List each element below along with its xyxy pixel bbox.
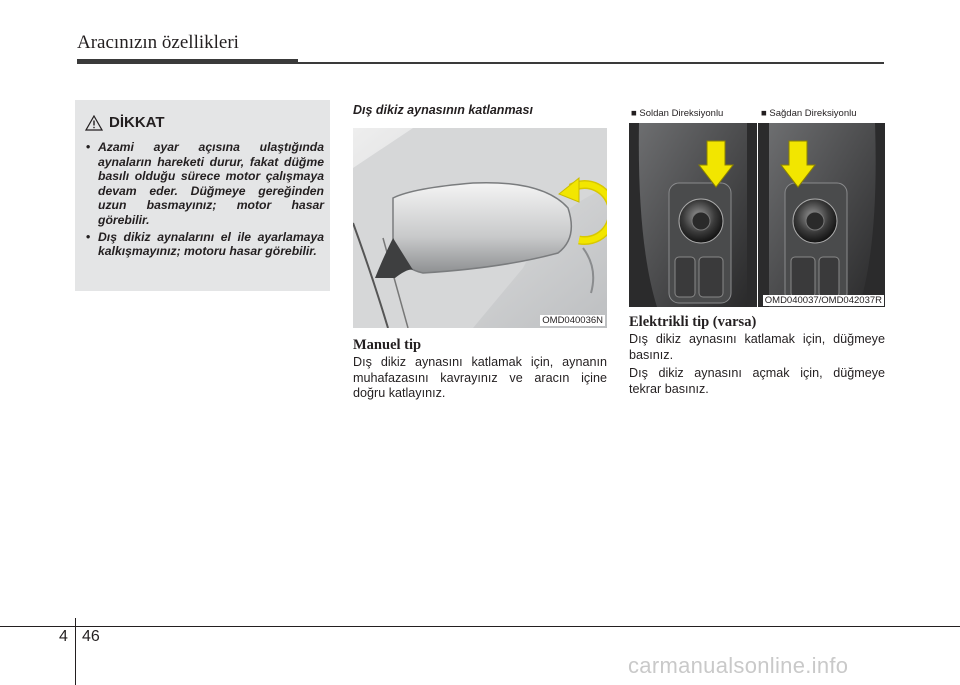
caution-item: • Dış dikiz aynalarını el ile ayarlamaya kalkışmayınız; motoru hasar görebilir.	[83, 230, 324, 259]
electric-fold-text: Dış dikiz aynasını katlamak için, düğmeye basınız.	[629, 332, 885, 362]
side-mirror-illustration	[353, 128, 607, 328]
photo-code: OMD040036N	[542, 315, 603, 326]
page-number: 46	[82, 628, 100, 645]
caution-box	[75, 100, 330, 291]
legend-right-hand-drive: ■ Sağdan Direksiyonlu	[761, 108, 857, 119]
manual-type-text: Dış dikiz aynasını katlamak için, aynanın muhafazasını kavrayınız ve aracın içine doğru katlayınız.	[353, 355, 607, 400]
electric-type-heading: Elektrikli tip (varsa)	[629, 314, 757, 330]
caution-title: DİKKAT	[109, 114, 165, 131]
header-rule-thick	[77, 59, 298, 64]
warning-triangle-icon	[85, 115, 103, 131]
caution-item: • Azami ayar açısına ulaştığında aynaların hareketi durur, fakat düğme basılı olduğu sürece motor çalışmaya devam eder. Düğmeye gereğinden uzun basmayınız; motor hasar görebilir.	[83, 140, 324, 228]
watermark: carmanualsonline.info	[628, 653, 849, 678]
caution-list	[83, 140, 324, 261]
legend-left-hand-drive: ■ Soldan Direksiyonlu	[631, 108, 724, 119]
photo-divider	[757, 108, 758, 307]
page-header-title: Aracınızın özellikleri	[77, 32, 239, 53]
header-rule-thin	[298, 62, 884, 64]
manual-mirror-photo	[353, 128, 607, 328]
caution-heading	[85, 114, 165, 131]
footer-divider	[75, 618, 76, 685]
chapter-number: 4	[59, 628, 68, 645]
electric-unfold-text: Dış dikiz aynasını açmak için, düğmeye tekrar basınız.	[629, 366, 885, 396]
photo-code: OMD040037/OMD042037R	[764, 295, 882, 306]
folding-subheading: Dış dikiz aynasının katlanması	[353, 103, 533, 117]
manual-type-heading: Manuel tip	[353, 337, 422, 353]
footer-rule	[0, 626, 960, 627]
